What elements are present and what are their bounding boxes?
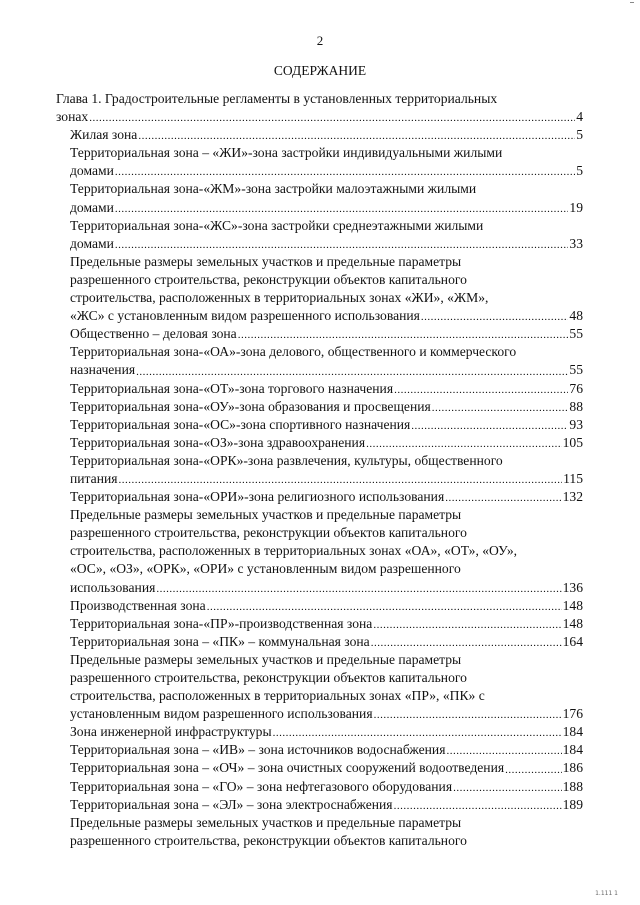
dot-leader: [373, 618, 561, 633]
toc-page-number: 115: [563, 470, 583, 486]
toc-entry-last-line: [70, 470, 583, 488]
page-number: 2: [316, 33, 324, 48]
toc-entry[interactable]: [56, 217, 583, 253]
dot-leader: [445, 491, 561, 506]
toc-entry[interactable]: [56, 380, 583, 398]
dot-leader: [411, 419, 568, 434]
toc-entry-text: Территориальная зона-«ОРИ»-зона религиозного использования: [70, 489, 445, 505]
toc-entry-text: Общественно – деловая зона: [70, 326, 237, 342]
toc-entry[interactable]: [56, 615, 583, 633]
toc-page-number: 105: [562, 434, 583, 450]
toc-page-number: 164: [562, 633, 583, 649]
toc-page-number: 136: [562, 579, 583, 595]
toc-entry-last-line: [70, 778, 583, 796]
toc-entry[interactable]: [56, 90, 583, 126]
toc-page-number: 184: [562, 724, 583, 740]
toc-entry-text: Территориальная зона – «ИВ» – зона источников водоснабжения: [70, 742, 446, 758]
toc-entry-line: разрешенного строительства, реконструкции объектов капитального: [70, 525, 467, 541]
toc-entry[interactable]: [56, 814, 583, 850]
toc-entry-line: разрешенного строительства, реконструкции объектов капитального: [70, 670, 467, 685]
dot-leader: [136, 365, 568, 380]
dot-leader: [238, 328, 569, 343]
toc-entry-text: Территориальная зона-«ПР»-производственная зона: [70, 615, 373, 631]
dot-leader: [505, 763, 562, 778]
toc-entry-text: Территориальная зона – «ОЧ» – зона очистных сооружений водоотведения: [70, 760, 505, 776]
toc-entry[interactable]: [56, 434, 583, 452]
toc-entry-line: разрешенного строительства, реконструкции объектов капитального: [70, 271, 467, 287]
toc-entry-last-line: [70, 126, 583, 144]
toc-entry[interactable]: [56, 759, 583, 777]
toc-entry-last-line: [70, 325, 583, 343]
dot-leader: [115, 238, 569, 253]
toc-page-number: 148: [562, 615, 583, 631]
toc-entry[interactable]: [56, 506, 583, 596]
toc-entry-last-line: [70, 741, 583, 759]
toc-entry-text: зонах: [56, 109, 89, 125]
toc-entry-line: Территориальная зона – «ЖИ»-зона застройки индивидуальными жилыми: [70, 145, 503, 161]
toc-entry[interactable]: [56, 180, 583, 216]
toc-entry-text: Производственная зона: [70, 597, 206, 613]
footer-mark: 1.111 1: [595, 890, 618, 897]
toc-entry[interactable]: [56, 651, 583, 723]
toc-entry-text: назначения: [70, 362, 136, 378]
toc-entry[interactable]: [56, 796, 583, 814]
toc-page-number: 5: [576, 127, 583, 143]
toc-entry-text: Территориальная зона – «ГО» – зона нефтегазового оборудования: [70, 778, 453, 794]
toc-entry[interactable]: [56, 325, 583, 343]
dot-leader: [374, 708, 562, 723]
toc-entry[interactable]: [56, 723, 583, 741]
dot-leader: [394, 799, 562, 814]
dot-leader: [446, 744, 561, 759]
toc-entry-text: Жилая зона: [70, 127, 138, 143]
toc-page-number: 93: [569, 416, 583, 432]
toc-entry-last-line: [70, 416, 583, 434]
toc-entry-last-line: [70, 759, 583, 777]
dot-leader: [207, 600, 562, 615]
dot-leader: [115, 165, 575, 180]
toc-page-number: 55: [569, 362, 583, 378]
dot-leader: [119, 473, 563, 488]
toc-entry-line: Территориальная зона-«ЖМ»-зона застройки малоэтажными жилыми: [70, 181, 477, 197]
dot-leader: [273, 726, 562, 741]
toc-entry-last-line: [70, 380, 583, 398]
toc-entry[interactable]: [56, 398, 583, 416]
toc-entry[interactable]: [56, 343, 583, 379]
dot-leader: [138, 129, 575, 144]
toc-entry[interactable]: [56, 488, 583, 506]
dot-leader: [394, 383, 568, 398]
toc-page-number: 4: [576, 109, 583, 125]
dot-leader: [453, 781, 562, 796]
toc-entry-text: Территориальная зона-«ОТ»-зона торгового назначения: [70, 380, 394, 396]
toc-entry-last-line: [56, 108, 583, 126]
toc-entry-last-line: [70, 235, 583, 253]
table-of-contents: [56, 90, 583, 850]
toc-page-number: 48: [569, 308, 583, 324]
dot-leader: [432, 401, 569, 416]
toc-entry[interactable]: [56, 452, 583, 488]
toc-entry-line: Предельные размеры земельных участков и предельные параметры: [70, 814, 462, 830]
toc-entry-line: «ОС», «ОЗ», «ОРК», «ОРИ» с установленным видом разрешенного: [70, 561, 461, 577]
toc-page-number: 132: [562, 489, 583, 505]
toc-entry[interactable]: [56, 416, 583, 434]
toc-entry-last-line: [70, 615, 583, 633]
toc-page-number: 19: [569, 199, 583, 215]
toc-page-number: 148: [562, 597, 583, 613]
dot-leader: [156, 582, 561, 597]
toc-entry-line: Глава 1. Градостроительные регламенты в установленных территориальных: [56, 91, 498, 106]
toc-entry-line: Предельные размеры земельных участков и предельные параметры: [70, 253, 462, 269]
toc-entry-text: домами: [70, 163, 114, 179]
toc-entry-line: Территориальная зона-«ЖС»-зона застройки среднеэтажными жилыми: [70, 217, 484, 233]
toc-entry[interactable]: [56, 633, 583, 651]
toc-entry[interactable]: [56, 144, 583, 180]
toc-entry-line: Предельные размеры земельных участков и предельные параметры: [70, 651, 462, 667]
toc-entry[interactable]: [56, 597, 583, 615]
toc-entry-last-line: [70, 705, 583, 723]
toc-entry-last-line: [70, 162, 583, 180]
toc-entry-last-line: [70, 633, 583, 651]
toc-entry-last-line: [70, 307, 583, 325]
toc-page-number: 186: [562, 760, 583, 776]
toc-page-number: 184: [562, 742, 583, 758]
toc-page-number: 188: [562, 778, 583, 794]
toc-entry-last-line: [70, 796, 583, 814]
toc-entry[interactable]: [56, 741, 583, 759]
toc-entry[interactable]: [56, 253, 583, 325]
toc-entry-last-line: [70, 597, 583, 615]
toc-entry-text: домами: [70, 235, 114, 251]
toc-entry-line: строительства, расположенных в территориальных зонах «ОА», «ОТ», «ОУ»,: [70, 543, 518, 559]
dot-leader: [371, 636, 562, 651]
toc-entry-text: использования: [70, 579, 156, 595]
toc-page-number: 176: [562, 706, 583, 722]
toc-page-number: 88: [569, 398, 583, 414]
toc-entry-text: питания: [70, 470, 118, 486]
toc-entry-line: строительства, расположенных в территориальных зонах «ПР», «ПК» с: [70, 688, 485, 704]
toc-entry-line: разрешенного строительства, реконструкции объектов капитального: [70, 832, 467, 848]
toc-entry-line: строительства, расположенных в территориальных зонах «ЖИ», «ЖМ»,: [70, 290, 489, 306]
toc-entry-last-line: [70, 723, 583, 741]
dot-leader: [366, 437, 562, 452]
toc-page-number: 189: [562, 796, 583, 812]
toc-entry-last-line: [70, 361, 583, 379]
toc-title: СОДЕРЖАНИЕ: [273, 63, 367, 78]
dot-leader: [115, 202, 569, 217]
toc-entry[interactable]: [56, 126, 583, 144]
toc-entry-text: Территориальная зона-«ОУ»-зона образования и просвещения: [70, 398, 431, 414]
scan-mark: [630, 2, 634, 6]
toc-entry-text: «ЖС» с установленным видом разрешенного использования: [70, 308, 420, 324]
toc-entry-line: Территориальная зона-«ОА»-зона делового, общественного и коммерческого: [70, 344, 517, 360]
dot-leader: [89, 111, 575, 126]
toc-page-number: 55: [569, 326, 583, 342]
toc-entry-text: установленным видом разрешенного использования: [70, 706, 373, 722]
toc-entry-last-line: [70, 488, 583, 506]
toc-page-number: 33: [569, 235, 583, 251]
toc-entry-text: Территориальная зона-«ОС»-зона спортивного назначения: [70, 416, 411, 432]
dot-leader: [421, 310, 568, 325]
toc-entry-last-line: [70, 434, 583, 452]
toc-entry-line: Предельные размеры земельных участков и предельные параметры: [70, 507, 462, 523]
toc-page-number: 5: [576, 163, 583, 179]
toc-entry-last-line: [70, 199, 583, 217]
toc-entry-text: Территориальная зона – «ЭЛ» – зона электроснабжения: [70, 796, 393, 812]
toc-entry-last-line: [70, 579, 583, 597]
toc-entry-text: Зона инженерной инфраструктуры: [70, 724, 272, 740]
toc-entry[interactable]: [56, 778, 583, 796]
toc-entry-last-line: [70, 398, 583, 416]
toc-entry-text: домами: [70, 199, 114, 215]
toc-entry-line: Территориальная зона-«ОРК»-зона развлечения, культуры, общественного: [70, 452, 503, 468]
toc-entry-text: Территориальная зона – «ПК» – коммунальная зона: [70, 633, 370, 649]
toc-page-number: 76: [569, 380, 583, 396]
toc-entry-text: Территориальная зона-«ОЗ»-зона здравоохранения: [70, 434, 366, 450]
